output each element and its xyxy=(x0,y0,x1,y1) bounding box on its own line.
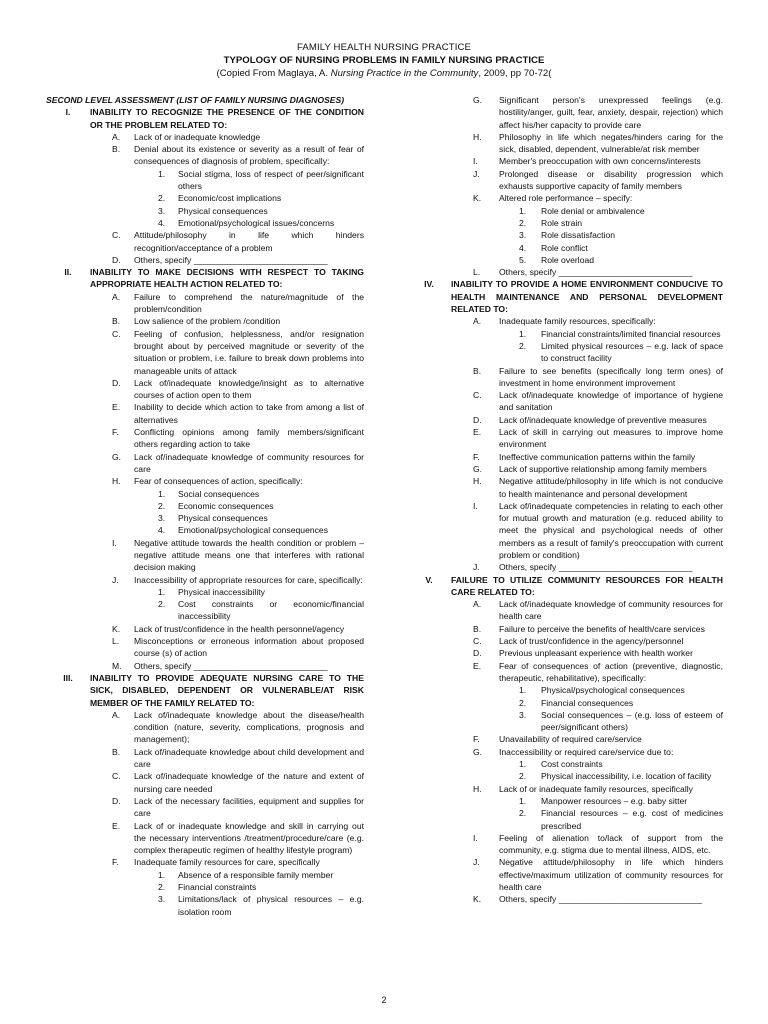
sub-list-item xyxy=(46,500,364,512)
sub-item-text: Manpower resources – e.g. baby sitter xyxy=(541,795,688,806)
item-text: Inaccessibility or required care/service due to: xyxy=(499,746,674,757)
item-letter: F. xyxy=(112,427,119,438)
item-letter: B. xyxy=(112,144,121,155)
sub-item-text: Cost constraints xyxy=(541,759,603,770)
sub-item-number: 3. xyxy=(158,513,166,524)
sub-item-text: Emotional/psychological issues/concerns xyxy=(178,217,335,228)
category-title: INABILITY TO MAKE DECISIONS WITH RESPECT TO TAKING APPROPRIATE HEALTH ACTION RELATED TO: xyxy=(90,267,364,290)
list-item xyxy=(46,377,364,402)
list-item xyxy=(46,131,364,143)
item-letter: E. xyxy=(473,660,482,671)
category-number: II. xyxy=(64,267,72,278)
item-text: Lack of/inadequate knowledge of importance of hygiene and sanitation xyxy=(499,390,723,413)
category-title: INABILITY TO PROVIDE ADEQUATE NURSING CARE TO THE SICK, DISABLED, DEPENDENT OR VULNERABLE/AT RISK MEMBER OF THE FAMILY RELATED TO: xyxy=(90,672,364,708)
sub-item-number: 3. xyxy=(158,894,166,905)
list-item xyxy=(46,254,364,266)
sub-list-item xyxy=(407,205,723,217)
item-letter: F. xyxy=(473,734,480,745)
sub-item-text: Role strain xyxy=(541,217,583,228)
list-item xyxy=(407,451,723,463)
category-number: IV. xyxy=(424,279,434,290)
left-column xyxy=(46,94,364,918)
list-item xyxy=(407,426,723,451)
sub-item-number: 3. xyxy=(519,709,527,720)
item-text: Others, specify ____________________________ xyxy=(499,267,693,278)
item-text: Others, specify ______________________________ xyxy=(499,894,703,905)
document-title: TYPOLOGY OF NURSING PROBLEMS IN FAMILY NURSING PRACTICE xyxy=(223,55,545,66)
sub-item-text: Physical inaccessibility, i.e. location of facility xyxy=(541,771,712,782)
item-text: Fear of consequences of action (preventive, diagnostic, therapeutic, rehabilitative), specifically: xyxy=(499,660,723,683)
sub-list-item xyxy=(46,512,364,524)
item-text: Others, specify ____________________________ xyxy=(134,254,328,265)
sub-item-text: Financial constraints xyxy=(178,882,257,892)
sub-item-number: 2. xyxy=(158,500,166,511)
item-text: Misconceptions or erroneous information about proposed course (s) of action xyxy=(134,636,364,659)
sub-item-number: 4. xyxy=(158,217,166,228)
sub-list-item xyxy=(407,217,723,229)
list-item xyxy=(46,795,364,820)
category-title: FAILURE TO UTILIZE COMMUNITY RESOURCES FOR HEALTH CARE RELATED TO: xyxy=(451,574,723,597)
item-letter: M. xyxy=(112,660,122,671)
page-number: 2 xyxy=(381,995,387,1005)
sub-list-item xyxy=(46,205,364,217)
diagnosis-category xyxy=(46,106,364,131)
item-letter: E. xyxy=(473,427,482,438)
item-text: Negative attitude/philosophy in life which hinders effective/maximum utilization of community resources for health care xyxy=(499,857,723,892)
sub-item-text: Role conflict xyxy=(541,242,588,253)
sub-item-number: 1. xyxy=(158,869,166,880)
list-item xyxy=(46,537,364,574)
section-title: SECOND LEVEL ASSESSMENT (LIST OF FAMILY NURSING DIAGNOSES) xyxy=(46,95,345,105)
diagnosis-category xyxy=(46,672,364,709)
item-text: Lack of/inadequate competencies in relating to each other for mutual growth and maturation (e.g. reduced ability to meet the physical and psychological needs of other members as a result of family's preoccupation with current problem or condition) xyxy=(499,500,723,560)
item-letter: I. xyxy=(473,156,478,167)
item-letter: H. xyxy=(112,476,121,487)
sub-list-item xyxy=(46,586,364,598)
sub-item-text: Physical consequences xyxy=(178,513,268,524)
list-item xyxy=(407,647,723,659)
list-item xyxy=(46,451,364,476)
item-text: Conflicting opinions among family members/significant others regarding action to take xyxy=(134,427,364,450)
item-letter: L. xyxy=(112,636,120,647)
list-item xyxy=(407,389,723,414)
item-text: Ineffective communication patterns within the family xyxy=(499,451,696,462)
right-column xyxy=(407,94,723,906)
item-letter: B. xyxy=(473,623,482,634)
sub-item-text: Economic/cost implications xyxy=(178,193,282,204)
list-item xyxy=(407,746,723,758)
sub-list-item xyxy=(407,328,723,340)
sub-list-item xyxy=(407,697,723,709)
item-letter: G. xyxy=(473,746,483,757)
item-letter: A. xyxy=(112,709,121,720)
item-letter: D. xyxy=(112,795,121,806)
sub-item-number: 3. xyxy=(519,230,527,241)
item-text: Lack of or inadequate knowledge xyxy=(134,131,261,142)
item-text: Lack of skill in carrying out measures to improve home environment xyxy=(499,427,723,450)
list-item xyxy=(407,832,723,857)
course-title: FAMILY HEALTH NURSING PRACTICE xyxy=(296,42,472,53)
item-text: Lack of trust/confidence in the health personnel/agency xyxy=(134,623,345,634)
item-text: Others, specify ____________________________ xyxy=(134,660,328,671)
item-letter: D. xyxy=(473,648,482,659)
sub-item-text: Financial consequences xyxy=(541,697,634,708)
list-item xyxy=(46,635,364,660)
item-text: Lack of/inadequate knowledge about the disease/health condition (nature, severity, complications, prognosis and management); xyxy=(134,709,364,745)
sub-list-item xyxy=(46,524,364,536)
item-text: Low salience of the problem /condition xyxy=(134,316,281,327)
list-item xyxy=(46,475,364,487)
list-item xyxy=(407,365,723,390)
sub-item-text: Emotional/psychological consequences xyxy=(178,525,329,536)
item-letter: H. xyxy=(473,783,482,794)
sub-list-item xyxy=(407,758,723,770)
item-text: Previous unpleasant experience with health worker xyxy=(499,648,693,659)
list-item xyxy=(46,770,364,795)
item-text: Denial about its existence or severity as a result of fear of consequences of diagnosis of problem, specifically: xyxy=(134,144,364,167)
sub-item-text: Limited physical resources – e.g. lack of space to construct facility xyxy=(541,340,723,364)
sub-item-number: 2. xyxy=(519,217,527,228)
item-letter: C. xyxy=(473,636,482,647)
sub-item-number: 4. xyxy=(158,525,166,536)
item-text: Lack of/inadequate knowledge of community resources for care xyxy=(134,451,364,474)
list-item xyxy=(46,574,364,586)
sub-item-number: 1. xyxy=(158,586,166,597)
diagnosis-category xyxy=(407,574,723,599)
sub-list-item xyxy=(407,242,723,254)
sub-item-number: 2. xyxy=(519,340,527,351)
item-letter: K. xyxy=(473,193,482,204)
category-number: I. xyxy=(65,107,71,118)
sub-item-number: 2. xyxy=(158,882,166,892)
item-letter: D. xyxy=(112,254,121,265)
list-item xyxy=(46,623,364,635)
item-text: Others, specify ____________________________ xyxy=(499,562,693,573)
item-text: Inaccessibility of appropriate resources for care, specifically: xyxy=(134,574,363,585)
sub-list-item xyxy=(46,192,364,204)
sub-list-item xyxy=(407,684,723,696)
sub-item-number: 1. xyxy=(158,488,166,499)
list-item xyxy=(46,315,364,327)
item-text: Failure to see benefits (specifically long term ones) of investment in home environment improvement xyxy=(499,365,723,388)
sub-item-text: Social stigma, loss of respect of peer/significant others xyxy=(178,168,364,192)
list-item xyxy=(46,709,364,746)
list-item xyxy=(407,94,723,131)
list-item xyxy=(407,155,723,167)
item-letter: G. xyxy=(473,95,483,105)
item-text: Significant person's unexpressed feelings (e.g. hostility/anger, guilt, fear, anxiety, despair, rejection) which affect his/her capacity to provide care xyxy=(499,95,723,130)
item-text: Prolonged disease or disability progression which exhausts supportive capacity of family members xyxy=(499,168,723,192)
sub-item-number: 2. xyxy=(158,193,166,204)
list-item xyxy=(46,820,364,857)
citation: (Copied From Maglaya, A. Nursing Practice in the Community, 2009, pp 70-72( xyxy=(216,68,552,79)
sub-item-text: Absence of a responsible family member xyxy=(178,869,334,880)
item-letter: I. xyxy=(473,500,478,511)
list-item xyxy=(407,561,723,573)
item-text: Lack of/inadequate knowledge of the nature and extent of nursing care needed xyxy=(134,771,364,794)
item-letter: C. xyxy=(112,328,121,339)
sub-item-number: 1. xyxy=(519,328,527,339)
sub-list-item xyxy=(46,217,364,229)
item-letter: L. xyxy=(473,267,481,278)
list-item xyxy=(407,500,723,561)
item-letter: G. xyxy=(112,451,122,462)
diagnosis-category xyxy=(407,278,723,315)
item-text: Lack of or inadequate knowledge and skill in carrying out the necessary interventions /treatment/procedure/care (e.g. complex therapeutic regimen of healthy lifestyle program) xyxy=(134,820,364,856)
category-number: V. xyxy=(425,574,433,585)
item-text: Negative attitude/philosophy in life which is not conducive to health maintenance and personal development xyxy=(499,476,723,499)
sub-list-item xyxy=(46,869,364,881)
item-letter: E. xyxy=(112,402,121,413)
list-item xyxy=(407,635,723,647)
sub-item-number: 2. xyxy=(519,771,527,782)
sub-item-text: Social consequences – (e.g. loss of esteem of peer/significant others) xyxy=(541,709,723,733)
list-item xyxy=(407,733,723,745)
sub-item-number: 3. xyxy=(158,205,166,216)
sub-item-number: 2. xyxy=(519,808,527,819)
item-letter: J. xyxy=(112,574,119,585)
sub-list-item xyxy=(46,168,364,193)
item-letter: J. xyxy=(473,857,480,868)
item-text: Lack of/inadequate knowledge of preventive measures xyxy=(499,414,707,425)
item-letter: I. xyxy=(473,832,478,843)
item-letter: F. xyxy=(112,857,119,868)
item-text: Failure to perceive the benefits of health/care services xyxy=(499,623,705,634)
sub-list-item xyxy=(407,709,723,734)
list-item xyxy=(46,291,364,316)
sub-item-text: Physical/psychological consequences xyxy=(541,685,685,696)
item-letter: A. xyxy=(473,316,482,327)
item-letter: H. xyxy=(473,476,482,487)
item-letter: H. xyxy=(473,131,482,142)
item-letter: K. xyxy=(473,894,482,905)
sub-item-number: 2. xyxy=(158,599,166,610)
sub-list-item xyxy=(407,254,723,266)
item-letter: A. xyxy=(112,131,121,142)
item-letter: A. xyxy=(473,599,482,610)
item-letter: G. xyxy=(473,463,483,474)
list-item xyxy=(407,475,723,500)
item-letter: D. xyxy=(473,414,482,425)
list-item xyxy=(46,143,364,168)
item-text: Lack of/inadequate knowledge/insight as to alternative courses of action open to them xyxy=(134,377,364,401)
sub-list-item xyxy=(407,340,723,365)
item-text: Failure to comprehend the nature/magnitude of the problem/condition xyxy=(134,291,364,315)
sub-list-item xyxy=(407,229,723,241)
document-header xyxy=(0,41,768,80)
sub-list-item xyxy=(407,807,723,832)
sub-item-text: Physical inaccessibility xyxy=(178,586,265,597)
sub-item-number: 1. xyxy=(519,685,527,696)
item-text: Lack of trust/confidence in the agency/personnel xyxy=(499,636,684,647)
sub-item-number: 1. xyxy=(519,795,527,806)
sub-item-text: Limitations/lack of physical resources – e.g. isolation room xyxy=(178,894,364,917)
item-letter: F. xyxy=(473,451,480,462)
item-letter: C. xyxy=(473,390,482,401)
item-text: Inadequate family resources, specifically: xyxy=(499,316,656,327)
list-item xyxy=(407,893,723,905)
item-text: Fear of consequences of action, specifically: xyxy=(134,476,303,487)
item-letter: J. xyxy=(473,562,480,573)
list-item xyxy=(407,463,723,475)
list-item xyxy=(407,168,723,193)
item-letter: C. xyxy=(112,771,121,782)
item-letter: E. xyxy=(112,820,121,831)
sub-item-number: 1. xyxy=(519,205,527,216)
list-item xyxy=(46,229,364,254)
item-letter: I. xyxy=(112,537,117,548)
item-letter: K. xyxy=(112,623,121,634)
sub-item-text: Social consequences xyxy=(178,488,260,499)
category-title: INABILITY TO RECOGNIZE THE PRESENCE OF THE CONDITION OR THE PROBLEM RELATED TO: xyxy=(90,107,364,130)
item-letter: A. xyxy=(112,291,121,302)
item-text: Attitude/philosophy in life which hinders recognition/acceptance of a problem xyxy=(134,230,364,253)
item-letter: B. xyxy=(112,746,121,757)
list-item xyxy=(407,660,723,685)
list-item xyxy=(46,328,364,377)
item-text: Negative attitude towards the health condition or problem – negative attitude means one that interferes with rational decision making xyxy=(134,537,364,573)
list-item xyxy=(407,131,723,156)
sub-list-item xyxy=(407,770,723,782)
list-item xyxy=(407,623,723,635)
item-letter: B. xyxy=(473,365,482,376)
item-text: Altered role performance – specify: xyxy=(499,193,633,204)
list-item xyxy=(46,856,364,868)
sub-item-text: Cost constraints or economic/financial inaccessibility xyxy=(178,599,364,622)
item-text: Inability to decide which action to take from among a list of alternatives xyxy=(134,402,364,425)
sub-item-text: Physical consequences xyxy=(178,205,268,216)
item-text: Unavailability of required care/service xyxy=(499,734,642,745)
item-text: Philosophy in life which negates/hinders caring for the sick, disabled, dependent, vulnerable/at risk member xyxy=(499,131,723,155)
list-item xyxy=(407,315,723,327)
list-item xyxy=(407,414,723,426)
sub-item-text: Economic consequences xyxy=(178,500,274,511)
list-item xyxy=(407,266,723,278)
list-item xyxy=(407,856,723,893)
sub-item-text: Role denial or ambivalence xyxy=(541,205,645,216)
sub-list-item xyxy=(407,795,723,807)
list-item xyxy=(46,660,364,672)
item-letter: B. xyxy=(112,316,121,327)
diagnosis-category xyxy=(46,266,364,291)
item-text: Feeling of confusion, helplessness, and/or resignation brought about by perceived magnitude or severity of the situation or problem, i.e. failure to break down problems into manageable units of attack xyxy=(134,328,364,376)
sub-item-text: Financial resources – e.g. cost of medicines prescribed xyxy=(541,808,723,831)
sub-list-item xyxy=(46,881,364,893)
item-text: Member's preoccupation with own concerns/interests xyxy=(499,156,701,167)
sub-item-text: Financial constraints/limited financial resources xyxy=(541,328,721,339)
item-text: Lack of or inadequate family resources, specifically xyxy=(499,783,693,794)
item-text: Lack of supportive relationship among family members xyxy=(499,463,707,474)
list-item xyxy=(407,192,723,204)
sub-item-number: 1. xyxy=(158,168,166,179)
sub-item-number: 2. xyxy=(519,697,527,708)
category-number: III. xyxy=(63,672,73,683)
sub-item-number: 1. xyxy=(519,759,527,770)
item-text: Lack of/inadequate knowledge of community resources for health care xyxy=(499,599,723,622)
item-letter: C. xyxy=(112,230,121,241)
list-item xyxy=(407,598,723,623)
sub-item-text: Role overload xyxy=(541,254,595,265)
item-text: Lack of the necessary facilities, equipment and supplies for care xyxy=(134,795,364,819)
item-letter: D. xyxy=(112,377,121,388)
item-text: Feeling of alienation to/lack of support from the community, e.g. stigma due to mental illness, AIDS, etc. xyxy=(499,832,723,856)
sub-list-item xyxy=(46,598,364,623)
item-text: Lack of/inadequate knowledge about child development and care xyxy=(134,746,364,770)
sub-list-item xyxy=(46,893,364,918)
list-item xyxy=(46,426,364,451)
item-letter: J. xyxy=(473,168,480,179)
sub-item-text: Role dissatisfaction xyxy=(541,230,616,241)
category-title: INABILITY TO PROVIDE A HOME ENVIRONMENT CONDUCIVE TO HEALTH MAINTENANCE AND PERSONAL DEVELOPMENT RELATED TO: xyxy=(451,279,723,315)
sub-item-number: 4. xyxy=(519,242,527,253)
sub-list-item xyxy=(46,488,364,500)
list-item xyxy=(407,783,723,795)
list-item xyxy=(46,746,364,771)
sub-item-number: 5. xyxy=(519,254,527,265)
item-text: Inadequate family resources for care, specifically xyxy=(134,857,320,868)
list-item xyxy=(46,401,364,426)
